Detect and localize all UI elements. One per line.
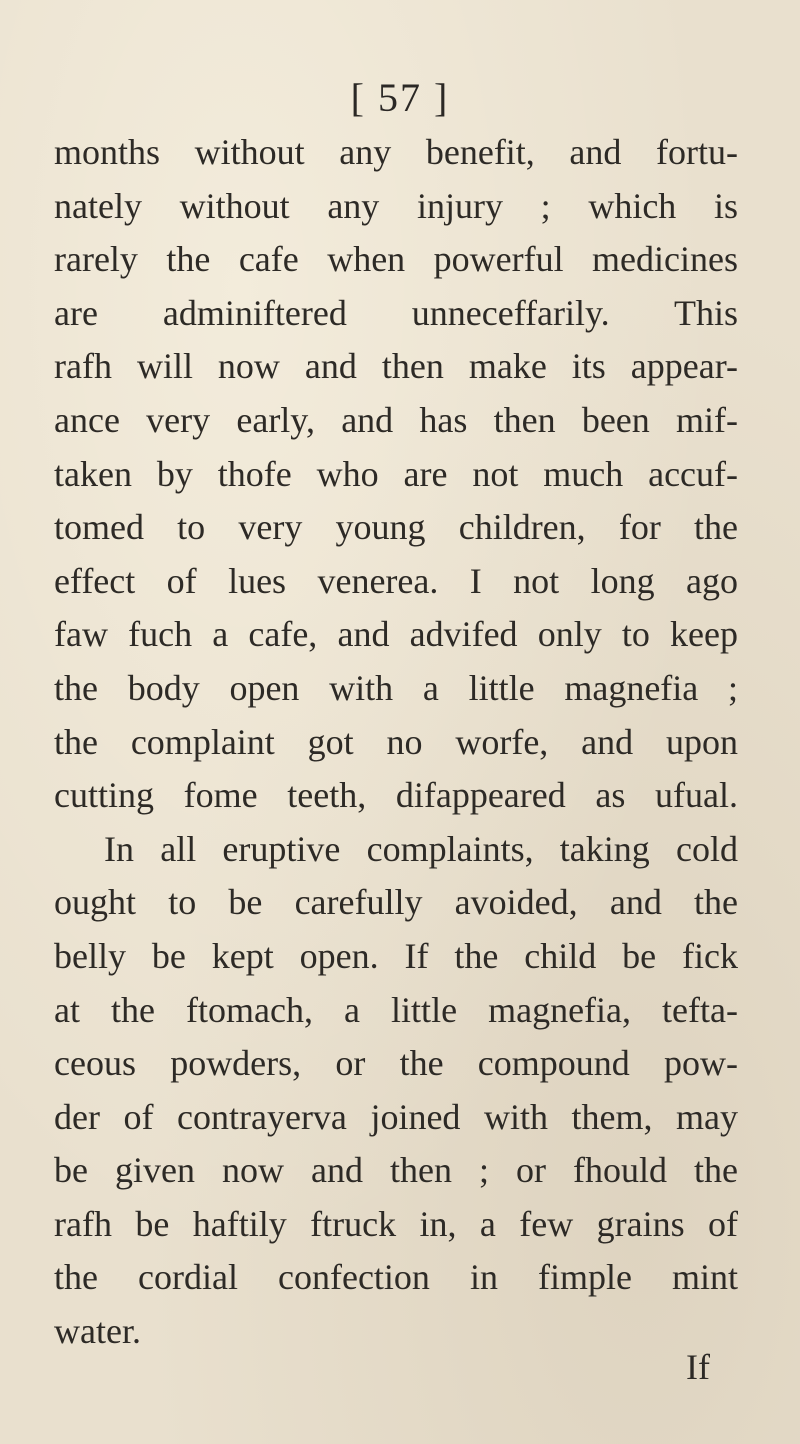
page-number: [ 57 ] xyxy=(350,75,450,120)
text-line: der of contrayerva joined with them, may xyxy=(54,1096,738,1137)
text-line: faw fuch a cafe, and advifed only to keep xyxy=(54,614,738,655)
text-line: at the ftomach, a little magnefia, tefta- xyxy=(54,989,738,1030)
catchword: If xyxy=(686,1347,710,1387)
text-line: taken by thofe who are not much accuf- xyxy=(54,453,738,494)
text-line: are adminiftered unneceffarily. This xyxy=(54,292,738,333)
body-text xyxy=(54,126,738,1359)
text-line: rafh will now and then make its appear- xyxy=(54,346,738,387)
text-line: the cordial confection in fimple mint xyxy=(54,1257,738,1298)
text-line: effect of lues venerea. I not long ago xyxy=(54,560,738,601)
text-line: ceous powders, or the compound pow- xyxy=(54,1043,738,1084)
text-line: ought to be carefully avoided, and the xyxy=(54,882,738,923)
text-line: belly be kept open. If the child be fick xyxy=(54,935,738,976)
text-line: cutting fome teeth, difappeared as ufual. xyxy=(54,775,738,816)
text-line: be given now and then ; or fhould the xyxy=(54,1150,738,1191)
text-line: rarely the cafe when powerful medicines xyxy=(54,239,738,280)
paragraph-end-line: water. xyxy=(54,1311,141,1352)
text-line: the body open with a little magnefia ; xyxy=(54,667,738,708)
text-line: months without any benefit, and fortu- xyxy=(54,132,738,172)
text-line: rafh be haftily ftruck in, a few grains of xyxy=(54,1203,738,1244)
text-line: ance very early, and has then been mif- xyxy=(54,399,738,440)
text-line: nately without any injury ; which is xyxy=(54,185,738,226)
text-line: tomed to very young children, for the xyxy=(54,507,738,548)
text-line: the complaint got no worfe, and upon xyxy=(54,721,738,762)
paragraph-start-line: In all eruptive complaints, taking cold xyxy=(104,828,738,869)
